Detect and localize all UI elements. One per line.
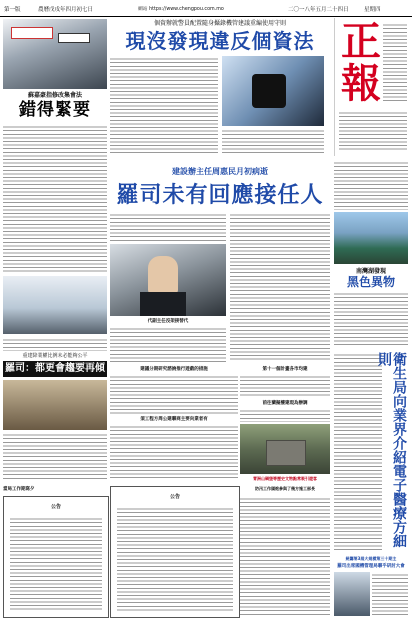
masthead-char-2: 報: [341, 60, 381, 107]
black-fish-headline: 黑色異物: [346, 275, 395, 289]
masthead-contact-info: [339, 110, 407, 152]
body-camera-photo: [222, 56, 324, 126]
notice-right-title: 公告: [169, 494, 180, 500]
left-bottom-kicker: 重建降業權比例未必能夠公平: [22, 353, 88, 359]
left-bottom-body: [3, 432, 107, 480]
bottom-right-headline: 羅司出席國機管理局聯乎研討大會: [337, 564, 405, 569]
notice-left-title: 公告: [50, 504, 61, 510]
page-header-bar: [0, 0, 412, 17]
official-portrait: [148, 256, 178, 294]
press-conference-photo: [3, 276, 107, 334]
protest-photo: [3, 19, 107, 89]
top-story-headline: 現沒發現違反個資法: [125, 29, 315, 53]
main-story-intro: [110, 212, 226, 242]
bunker-structure: [266, 440, 306, 466]
main-story-sub3: 須工程方周公建聯商主要向業者有: [140, 417, 208, 422]
flood-caption: 防汛工作頭炮參與了幾方施工部長: [255, 486, 315, 491]
masthead-block: [334, 18, 409, 156]
solar-date: 二〇一八年五月二十四日: [288, 7, 349, 13]
notices-strip-label: 當局工作期寫夕: [3, 487, 35, 492]
top-story-kicker: 個資辦就警員配置隨身攝錄機管建議重編使用守則: [153, 20, 286, 27]
main-story-sub1: 代副主任沒架接替代: [147, 319, 189, 324]
bottom-right-kicker: 統籌第3屆大規模第三十期主: [345, 556, 397, 561]
left-headline: [3, 99, 107, 121]
notice-right-body: [117, 506, 233, 612]
weekday: 星期四: [364, 7, 381, 13]
right-col-notice-text: [334, 160, 408, 210]
center-article-body-2: [110, 424, 238, 480]
south-bay-kicker: 南灣湖發現: [355, 268, 386, 275]
main-story-kicker: 建設辦主任周惠民月初病逝: [172, 166, 268, 176]
camera-device: [252, 74, 286, 108]
notice-left-body: [10, 516, 102, 612]
protest-banner-2: [58, 33, 90, 43]
lunar-date: 農曆戊戌年四月初七日: [38, 7, 94, 13]
center-article-body-1: [110, 374, 238, 414]
top-story-body-left: [110, 56, 218, 156]
meeting-photo: [3, 380, 107, 430]
flood-article-body: [240, 496, 330, 616]
bunker-photo-caption: 青洲山碉堡等歷史文物點常吸引遊客: [253, 476, 317, 481]
health-headline-vertical: 衛生局向業界介紹電子醫療方細則: [376, 352, 407, 548]
official-suit: [140, 292, 186, 316]
main-story-sub2: 建議分期研究諮詢推行遊戲的措施: [140, 367, 208, 372]
bunker-photo: [240, 424, 330, 474]
left-caption-body: [3, 337, 107, 351]
website-url: 網站 https://www.chengpou.com.mo: [138, 7, 224, 12]
bottom-right-body: [372, 572, 408, 616]
protest-banner: [11, 27, 53, 39]
mid-right-head2: 前往蘭擬樓建現為辦調: [262, 401, 308, 406]
notice-left: [3, 496, 109, 618]
mid-right-head1: 第十一個計畫各市均建: [262, 367, 308, 372]
main-story-headline: 羅司未有回應接任人: [116, 182, 324, 208]
top-story-body-right: [222, 128, 324, 156]
masthead-side-info: [383, 22, 407, 102]
notice-right: [110, 486, 240, 618]
main-story-photo: [110, 244, 226, 316]
left-headline-text: 錯得緊要: [19, 100, 91, 120]
left-bottom-headline: 羅司：都更會趨要再傾: [3, 361, 107, 377]
south-bay-body: [334, 291, 408, 347]
south-bay-lake-photo: [334, 212, 408, 264]
left-article-body: [3, 124, 107, 274]
mid-right-body-1: [240, 374, 330, 398]
main-story-body-right: [230, 212, 330, 362]
masthead-char-1: 正: [341, 18, 381, 65]
mid-right-body-2: [240, 408, 330, 422]
page-number: 第一版: [4, 7, 21, 13]
health-article-body: [334, 352, 382, 552]
main-story-body-lower: [110, 326, 226, 362]
bottom-right-photo: [334, 572, 370, 616]
left-kicker: 蘇嘉豪指修改集會法: [27, 92, 82, 99]
